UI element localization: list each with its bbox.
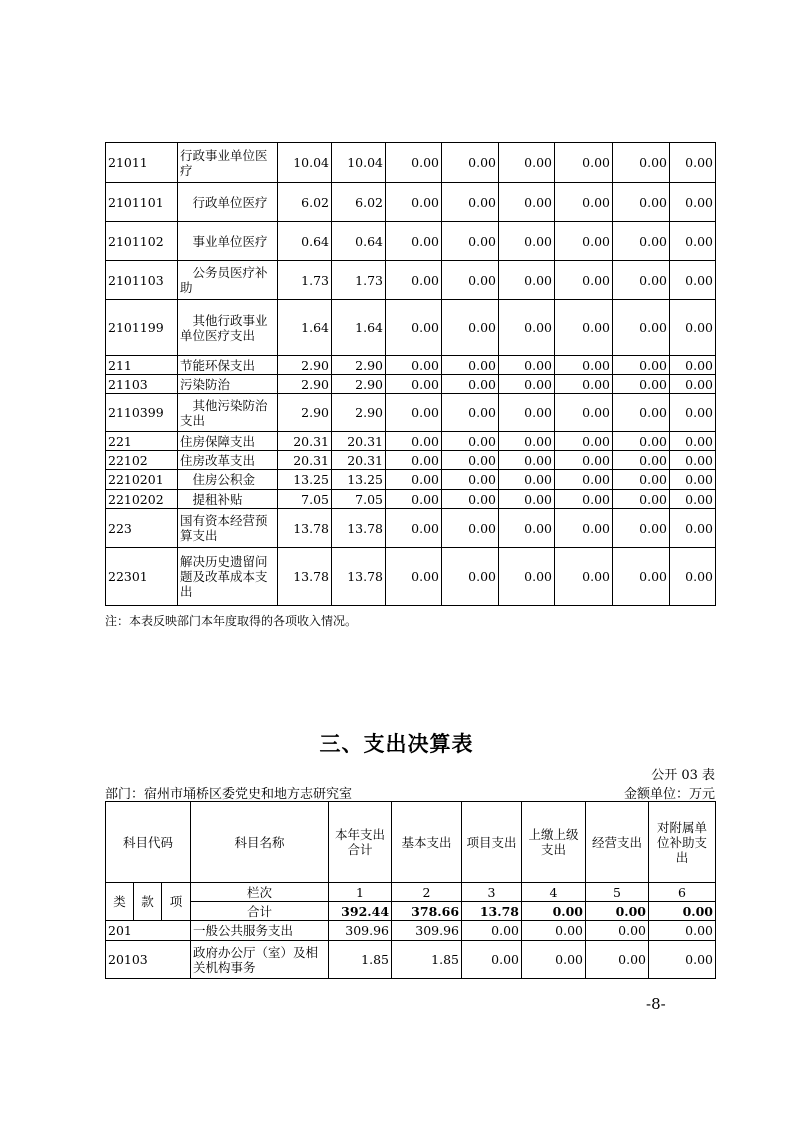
header-col-2: 基本支出 xyxy=(392,802,462,883)
header-lei: 类 xyxy=(106,883,134,921)
row-value: 0.00 xyxy=(522,921,586,941)
row-value: 0.00 xyxy=(670,394,716,432)
row-code: 221 xyxy=(106,432,178,451)
header-xiang: 项 xyxy=(162,883,191,921)
row-name: 一般公共服务支出 xyxy=(191,921,329,941)
column-number-row xyxy=(106,883,716,902)
row-code: 211 xyxy=(106,356,178,375)
row-value: 0.00 xyxy=(386,300,442,356)
row-name: 住房公积金 xyxy=(178,470,278,490)
row-value: 13.78 xyxy=(332,548,386,606)
row-value: 0.00 xyxy=(670,183,716,222)
row-value: 0.00 xyxy=(442,375,499,394)
row-name: 公务员医疗补助 xyxy=(178,261,278,300)
row-name: 节能环保支出 xyxy=(178,356,278,375)
table-row xyxy=(106,300,716,356)
row-value: 0.00 xyxy=(499,548,555,606)
row-value: 0.00 xyxy=(670,143,716,183)
row-value: 0.00 xyxy=(670,222,716,261)
table-row xyxy=(106,548,716,606)
row-value: 0.00 xyxy=(442,356,499,375)
row-value: 0.00 xyxy=(386,490,442,509)
row-value: 20.31 xyxy=(278,451,332,470)
col-num-1: 1 xyxy=(329,883,392,902)
row-value: 0.64 xyxy=(278,222,332,261)
row-value: 13.78 xyxy=(332,509,386,548)
row-value: 0.00 xyxy=(555,375,613,394)
row-value: 0.64 xyxy=(332,222,386,261)
row-code: 223 xyxy=(106,509,178,548)
table-row xyxy=(106,394,716,432)
row-value: 0.00 xyxy=(555,490,613,509)
row-value: 0.00 xyxy=(386,183,442,222)
row-value: 0.00 xyxy=(586,941,649,979)
row-value: 0.00 xyxy=(499,300,555,356)
row-code: 2101101 xyxy=(106,183,178,222)
row-value: 1.64 xyxy=(278,300,332,356)
row-value: 0.00 xyxy=(613,375,670,394)
header-name: 科目名称 xyxy=(191,802,329,883)
row-value: 0.00 xyxy=(555,356,613,375)
header-row xyxy=(106,802,716,883)
row-code: 201 xyxy=(106,921,191,941)
header-kuan: 款 xyxy=(134,883,162,921)
row-value: 0.00 xyxy=(442,143,499,183)
row-value: 0.00 xyxy=(499,509,555,548)
row-value: 0.00 xyxy=(649,921,716,941)
row-value: 1.73 xyxy=(278,261,332,300)
row-value: 0.00 xyxy=(670,356,716,375)
row-value: 13.78 xyxy=(278,509,332,548)
expense-table xyxy=(105,801,716,979)
row-value: 1.73 xyxy=(332,261,386,300)
row-value: 0.00 xyxy=(386,432,442,451)
row-code: 21011 xyxy=(106,143,178,183)
row-value: 0.00 xyxy=(386,451,442,470)
row-value: 0.00 xyxy=(386,548,442,606)
header-code: 科目代码 xyxy=(106,802,191,883)
row-value: 0.00 xyxy=(522,941,586,979)
total-value-6: 0.00 xyxy=(649,902,716,921)
row-value: 2.90 xyxy=(278,375,332,394)
row-value: 20.31 xyxy=(278,432,332,451)
row-value: 0.00 xyxy=(442,300,499,356)
row-value: 0.00 xyxy=(499,490,555,509)
row-value: 2.90 xyxy=(332,356,386,375)
row-value: 0.00 xyxy=(499,451,555,470)
row-value: 7.05 xyxy=(278,490,332,509)
total-value-3: 13.78 xyxy=(462,902,522,921)
header-col-4: 上缴上级支出 xyxy=(522,802,586,883)
row-value: 0.00 xyxy=(499,183,555,222)
row-value: 1.64 xyxy=(332,300,386,356)
total-value-4: 0.00 xyxy=(522,902,586,921)
row-value: 13.25 xyxy=(278,470,332,490)
row-value: 0.00 xyxy=(613,548,670,606)
row-value: 0.00 xyxy=(613,509,670,548)
row-value: 0.00 xyxy=(613,432,670,451)
row-value: 0.00 xyxy=(386,470,442,490)
row-value: 6.02 xyxy=(332,183,386,222)
department-label: 部门：宿州市埇桥区委党史和地方志研究室 xyxy=(105,787,353,802)
table-number: 公开 03 表 xyxy=(651,768,715,783)
row-value: 0.00 xyxy=(670,300,716,356)
row-value: 2.90 xyxy=(278,356,332,375)
row-name: 住房改革支出 xyxy=(178,451,278,470)
row-value: 0.00 xyxy=(613,394,670,432)
row-value: 0.00 xyxy=(670,432,716,451)
row-value: 0.00 xyxy=(555,548,613,606)
row-value: 0.00 xyxy=(613,451,670,470)
row-value: 0.00 xyxy=(499,143,555,183)
row-value: 0.00 xyxy=(649,941,716,979)
row-name: 提租补贴 xyxy=(178,490,278,509)
row-name: 其他行政事业单位医疗支出 xyxy=(178,300,278,356)
row-name: 解决历史遗留问题及改革成本支出 xyxy=(178,548,278,606)
table-row xyxy=(106,921,716,941)
header-lanci: 栏次 xyxy=(191,883,329,902)
total-label: 合计 xyxy=(191,902,329,921)
row-value: 0.00 xyxy=(499,356,555,375)
row-value: 2.90 xyxy=(332,394,386,432)
row-value: 0.00 xyxy=(499,394,555,432)
table-note: 注：本表反映部门本年度取得的各项收入情况。 xyxy=(105,614,358,628)
row-value: 0.00 xyxy=(386,375,442,394)
row-value: 0.00 xyxy=(555,451,613,470)
row-value: 0.00 xyxy=(670,470,716,490)
row-value: 0.00 xyxy=(499,261,555,300)
table-row xyxy=(106,183,716,222)
header-col-5: 经营支出 xyxy=(586,802,649,883)
row-name: 行政事业单位医疗 xyxy=(178,143,278,183)
row-value: 0.00 xyxy=(442,548,499,606)
row-code: 22301 xyxy=(106,548,178,606)
row-value: 0.00 xyxy=(499,222,555,261)
amount-unit-label: 金额单位：万元 xyxy=(623,787,715,802)
row-value: 0.00 xyxy=(670,509,716,548)
row-value: 0.00 xyxy=(442,509,499,548)
row-value: 0.00 xyxy=(386,356,442,375)
row-value: 0.00 xyxy=(555,300,613,356)
row-code: 20103 xyxy=(106,941,191,979)
row-value: 13.78 xyxy=(278,548,332,606)
row-value: 1.85 xyxy=(329,941,392,979)
row-code: 2101102 xyxy=(106,222,178,261)
row-code: 2210201 xyxy=(106,470,178,490)
header-col-1: 本年支出合计 xyxy=(329,802,392,883)
row-value: 0.00 xyxy=(386,509,442,548)
col-num-6: 6 xyxy=(649,883,716,902)
row-code: 2101199 xyxy=(106,300,178,356)
row-value: 309.96 xyxy=(329,921,392,941)
table-row xyxy=(106,356,716,375)
row-code: 2210202 xyxy=(106,490,178,509)
row-value: 0.00 xyxy=(555,509,613,548)
table-row xyxy=(106,470,716,490)
row-code: 21103 xyxy=(106,375,178,394)
row-code: 2101103 xyxy=(106,261,178,300)
table-row xyxy=(106,261,716,300)
table-row xyxy=(106,432,716,451)
row-value: 0.00 xyxy=(499,432,555,451)
row-value: 0.00 xyxy=(555,183,613,222)
row-value: 0.00 xyxy=(670,451,716,470)
row-name: 住房保障支出 xyxy=(178,432,278,451)
row-value: 0.00 xyxy=(442,490,499,509)
total-value-5: 0.00 xyxy=(586,902,649,921)
col-num-3: 3 xyxy=(462,883,522,902)
table-row xyxy=(106,143,716,183)
row-value: 0.00 xyxy=(442,261,499,300)
row-value: 0.00 xyxy=(555,222,613,261)
table-row xyxy=(106,375,716,394)
row-name: 行政单位医疗 xyxy=(178,183,278,222)
row-value: 0.00 xyxy=(670,375,716,394)
row-value: 0.00 xyxy=(613,300,670,356)
header-col-6: 对附属单位补助支出 xyxy=(649,802,716,883)
row-value: 0.00 xyxy=(670,548,716,606)
row-value: 0.00 xyxy=(670,261,716,300)
row-value: 0.00 xyxy=(613,183,670,222)
row-value: 20.31 xyxy=(332,451,386,470)
row-value: 0.00 xyxy=(462,941,522,979)
row-value: 2.90 xyxy=(332,375,386,394)
table-row xyxy=(106,941,716,979)
row-value: 0.00 xyxy=(613,143,670,183)
col-num-2: 2 xyxy=(392,883,462,902)
revenue-table-continued xyxy=(105,142,716,606)
row-value: 0.00 xyxy=(613,356,670,375)
row-value: 0.00 xyxy=(386,143,442,183)
row-name: 污染防治 xyxy=(178,375,278,394)
col-num-4: 4 xyxy=(522,883,586,902)
row-value: 0.00 xyxy=(555,143,613,183)
col-num-5: 5 xyxy=(586,883,649,902)
row-value: 7.05 xyxy=(332,490,386,509)
row-value: 0.00 xyxy=(499,470,555,490)
row-value: 309.96 xyxy=(392,921,462,941)
row-value: 0.00 xyxy=(386,261,442,300)
row-name: 国有资本经营预算支出 xyxy=(178,509,278,548)
total-value-1: 392.44 xyxy=(329,902,392,921)
row-value: 0.00 xyxy=(613,222,670,261)
row-value: 2.90 xyxy=(278,394,332,432)
row-value: 20.31 xyxy=(332,432,386,451)
section-title: 三、支出决算表 xyxy=(319,732,474,756)
row-value: 6.02 xyxy=(278,183,332,222)
row-value: 13.25 xyxy=(332,470,386,490)
row-value: 0.00 xyxy=(613,470,670,490)
row-value: 0.00 xyxy=(555,470,613,490)
row-name: 事业单位医疗 xyxy=(178,222,278,261)
row-value: 0.00 xyxy=(442,183,499,222)
row-value: 0.00 xyxy=(555,394,613,432)
row-value: 0.00 xyxy=(586,921,649,941)
row-value: 10.04 xyxy=(278,143,332,183)
row-name: 政府办公厅（室）及相关机构事务 xyxy=(191,941,329,979)
page-number: -8- xyxy=(646,995,666,1013)
table-row xyxy=(106,222,716,261)
total-value-2: 378.66 xyxy=(392,902,462,921)
row-value: 0.00 xyxy=(386,222,442,261)
row-value: 0.00 xyxy=(670,490,716,509)
row-value: 0.00 xyxy=(442,432,499,451)
row-value: 0.00 xyxy=(442,222,499,261)
row-value: 0.00 xyxy=(442,451,499,470)
row-value: 0.00 xyxy=(555,261,613,300)
row-value: 0.00 xyxy=(613,490,670,509)
row-value: 0.00 xyxy=(442,470,499,490)
row-value: 0.00 xyxy=(386,394,442,432)
row-value: 1.85 xyxy=(392,941,462,979)
row-value: 0.00 xyxy=(442,394,499,432)
total-row xyxy=(106,902,716,921)
row-code: 2110399 xyxy=(106,394,178,432)
header-col-3: 项目支出 xyxy=(462,802,522,883)
table-row xyxy=(106,509,716,548)
row-value: 0.00 xyxy=(462,921,522,941)
table-row xyxy=(106,490,716,509)
row-name: 其他污染防治支出 xyxy=(178,394,278,432)
table-row xyxy=(106,451,716,470)
row-value: 0.00 xyxy=(499,375,555,394)
row-value: 0.00 xyxy=(555,432,613,451)
row-code: 22102 xyxy=(106,451,178,470)
row-value: 0.00 xyxy=(613,261,670,300)
row-value: 10.04 xyxy=(332,143,386,183)
